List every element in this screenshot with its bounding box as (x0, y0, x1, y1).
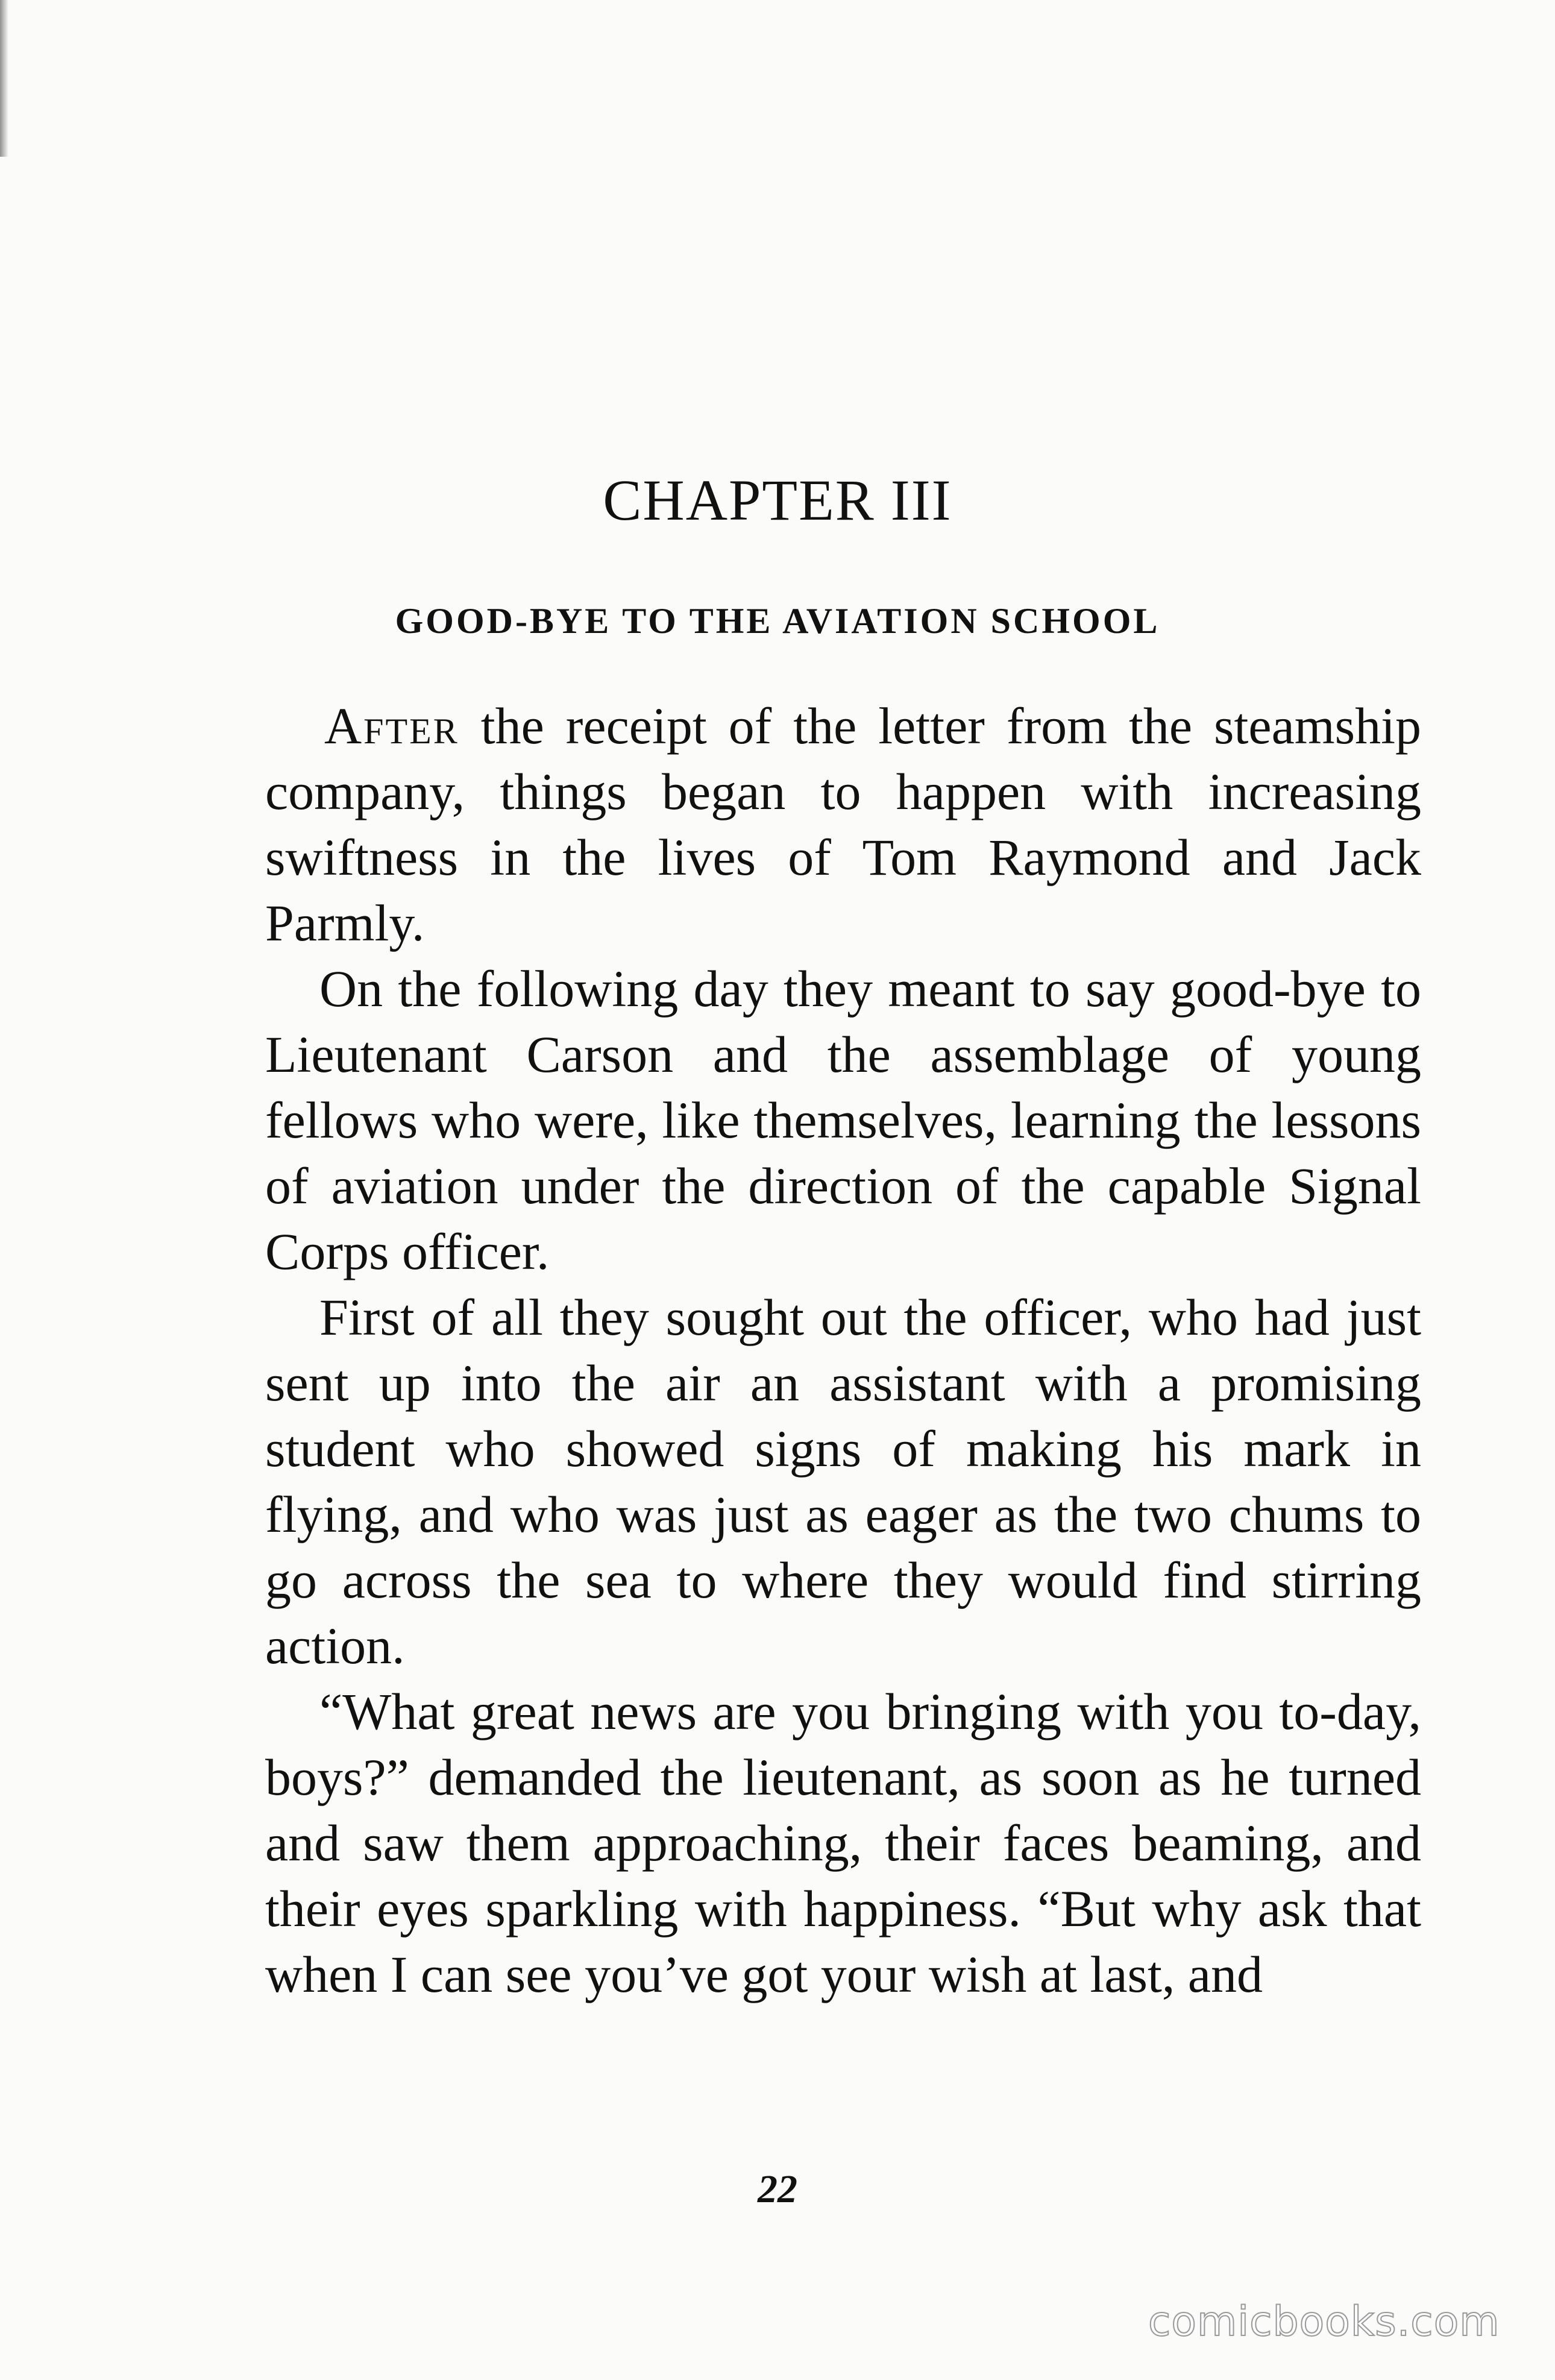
chapter-body (265, 693, 1421, 2007)
paragraph-3: First of all they sought out the officer, who had just sent up into the air an assistant with a promising student who showed signs of making his mark in flying, and who was just as eager as the two chums to go across the sea to where they would find stirring action. (265, 1288, 1421, 1675)
chapter-subtitle: GOOD-BYE TO THE AVIATION SCHOOL (395, 601, 1160, 641)
paragraph-2: On the following day they meant to say good-bye to Lieutenant Carson and the assemblage of young fellows who were, like themselves, learning the lessons of aviation under the direction of the capable Signal Corps officer. (265, 960, 1421, 1280)
binding-edge (0, 0, 8, 157)
paragraph-4: “What great news are you bringing with you to-day, boys?” demanded the lieutenant, as soon as he turned and saw them approaching, their faces beaming, and their eyes sparkling with happiness. “But why ask that when I can see you’ve got your wish at last, and (265, 1683, 1421, 2003)
chapter-heading: CHAPTER III (603, 468, 952, 532)
watermark-logo: comicbooks.com (1148, 2298, 1500, 2346)
page-number: 22 (758, 2167, 797, 2211)
paragraph-1 (265, 693, 1421, 956)
opening-word: After (324, 697, 459, 755)
paragraph-1-text: the receipt of the letter from the steamship company, things began to happen with increasing swiftness in the lives of Tom Raymond and Jack Parmly. (265, 697, 1421, 952)
